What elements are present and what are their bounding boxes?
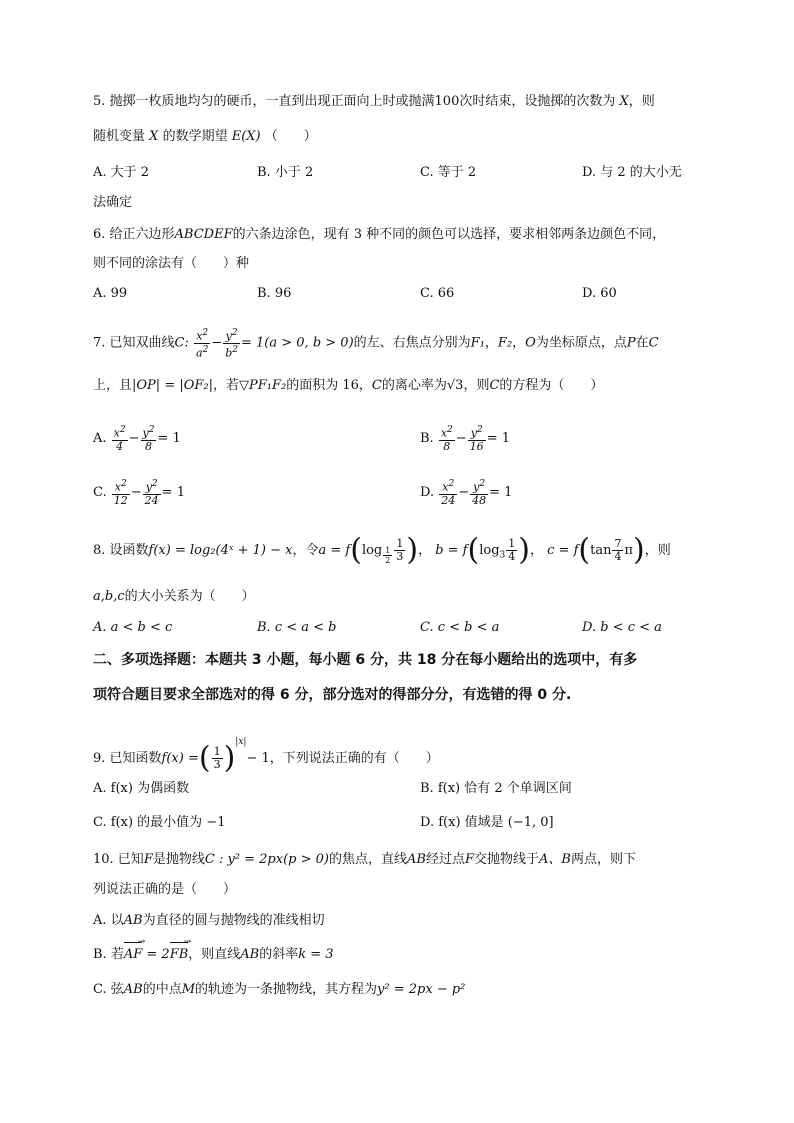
q9-text2: ，下列说法正确的有（ ） — [269, 751, 439, 766]
q8-text2: ，令 — [292, 543, 319, 558]
q9-text: 9. 已知函数 — [93, 751, 162, 766]
q10-optc-eq: y² = 2px − p² — [377, 982, 466, 997]
q7-text6: ，若 — [213, 378, 240, 393]
q8-abc: a,b,c — [93, 589, 125, 604]
q8-pi-den: 4 — [614, 550, 622, 563]
q7-line2 — [93, 376, 603, 396]
q7-option-c-b2: 24 — [144, 493, 159, 507]
q8-option-a: A. a < b < c — [93, 620, 173, 635]
q7-option-c: C. $\frac{x^2}{12}$ − $\frac{y^2}{24}$ = 1 — [93, 479, 185, 507]
q8-c-def: c = f — [547, 543, 579, 558]
q7-option-c-label: C. — [93, 484, 107, 500]
q7-text5: 上，且 — [93, 378, 133, 393]
q7-frac-y: $\frac{y^2}{b^2}$ — [225, 328, 239, 360]
q9-line1: 9. 已知函数f(x) =( $\frac{1}{3}$ )$^{|x|}$− 1，下列说法正确的有（ ） — [93, 737, 439, 776]
q10-focus2: F — [464, 852, 474, 867]
q7-curve4: C — [489, 378, 500, 393]
q9-option-c: C. f(x) 的最小值为 −1 — [93, 815, 226, 830]
q7-option-b-label: B. — [420, 430, 434, 446]
q7-option-b-b2: 16 — [469, 439, 484, 453]
q7-text3: 为坐标原点，点 — [535, 335, 627, 351]
q5-option-c: C. 等于 2 — [420, 165, 477, 180]
q10-line1 — [93, 850, 636, 870]
q7-option-d: D. $\frac{x^2}{24}$ − $\frac{y^2}{48}$ = 1 — [420, 479, 513, 507]
q7-text7: 的面积为 16， — [286, 378, 372, 393]
q7-text10: 的方程为（ ） — [499, 378, 604, 393]
q5-var-x: X — [619, 94, 629, 109]
q7-curve: C — [174, 335, 185, 351]
q10-optb-k: k = 3 — [298, 947, 334, 962]
q7-option-a-b2: 8 — [145, 439, 152, 453]
q10-optb-af: AF → — [124, 945, 142, 965]
q7-option-b: B. $\frac{x^2}{8}$ − $\frac{y^2}{16}$ = 1 — [420, 425, 510, 453]
q7-line1: 7. 已知双曲线C: $\frac{x^2}{a^2}$ − $\frac{y^2}{b^2}$ = 1(a > 0, b > 0)的左、右焦点分别为F₁，F₂，O为坐标原点，点P在C — [93, 328, 659, 360]
q5-text2: 随机变量 — [93, 129, 146, 144]
q10-optb-text: B. 若 — [93, 947, 124, 962]
q9-option-b: B. f(x) 恰有 2 个单调区间 — [420, 781, 572, 796]
q7-option-d-label: D. — [420, 484, 435, 500]
q5-expectation: E(X) — [231, 129, 261, 144]
q5-text: 5. 抛掷一枚质地均匀的硬币，一直到出现正面向上时或抛满100次时结束，设抛掷的次数为 — [93, 94, 616, 109]
q10-opta-ab: AB — [123, 913, 143, 928]
q6-option-a: A. 99 — [93, 286, 128, 301]
q8-text: 8. 设函数 — [93, 543, 149, 558]
section2-heading-line2: 项符合题目要求全部选对的得 6 分，部分选对的得部分分，有选错的得 0 分. — [93, 687, 572, 703]
q6-text-end: 的六条边涂色，现有 3 种不同的颜色可以选择，要求相邻两条边颜色不同， — [232, 227, 666, 242]
q6-option-c: C. 66 — [420, 286, 455, 301]
q10-optc-text: C. 弦 — [93, 982, 124, 997]
q6-option-b: B. 96 — [257, 286, 292, 301]
q10-line2: 列说法正确的是（ ） — [93, 882, 237, 897]
q10-optb-fb: FB → — [170, 945, 189, 965]
q10-ab: AB — [407, 852, 426, 867]
q7-option-d-a2: 24 — [441, 493, 456, 507]
q5-option-d: D. 与 2 的大小无 — [582, 165, 682, 180]
q7-text9: ，则 — [463, 378, 490, 393]
q7-triangle: ▽PF₁F₂ — [239, 378, 287, 393]
q10-text4: 经过点 — [425, 852, 465, 867]
q7-option-d-b2: 48 — [472, 493, 487, 507]
q9-minus-one: − 1 — [246, 751, 270, 766]
q10-text: 10. 已知 — [93, 852, 144, 867]
q8-pi-num: 7 — [614, 537, 622, 550]
q10-option-b — [93, 945, 334, 965]
q7-eccentricity: √3 — [446, 378, 464, 393]
q10-optb-ab: AB — [240, 947, 260, 962]
q8-option-d: D. b < c < a — [582, 620, 662, 635]
q8-line2 — [93, 587, 255, 607]
q10-opta-text: A. 以 — [93, 913, 124, 928]
q7-abs-eq: |OP| = |OF₂| — [132, 378, 213, 393]
q7-text4: 在 — [635, 335, 649, 351]
section2-heading-line1: 二、多项选择题：本题共 3 小题，每小题 6 分，共 18 分在每小题给出的选项中，有多 — [93, 652, 638, 668]
q10-text6: 两点，则下 — [570, 852, 636, 867]
q5-text-end: ，则 — [628, 94, 655, 109]
q7-condition: = 1(a > 0, b > 0) — [241, 335, 354, 351]
q10-optc-text3: 的轨迹为一条抛物线，其方程为 — [195, 982, 378, 997]
q10-option-c — [93, 980, 465, 1000]
q7-option-a: A. $\frac{x^2}{4}$ − $\frac{y^2}{8}$ = 1 — [93, 425, 181, 453]
q7-text: 7. 已知双曲线 — [93, 335, 175, 351]
q6-hexagon: ABCDEF — [174, 227, 233, 242]
q10-optc-ab: AB — [123, 982, 143, 997]
q10-optb-text3: 的斜率 — [259, 947, 299, 962]
q9-option-d: D. f(x) 值域是 (−1, 0] — [420, 815, 554, 830]
q7-curve2: C — [648, 335, 659, 351]
q7-origin: O — [525, 335, 536, 351]
q7-curve3: C — [371, 378, 382, 393]
q7-option-b-a2: 8 — [443, 439, 451, 453]
q5-option-a: A. 大于 2 — [93, 165, 150, 180]
q5-paren: （ ） — [264, 129, 317, 144]
q5-var-x2: X — [149, 129, 159, 144]
q10-option-a — [93, 911, 325, 931]
q5-option-b: B. 小于 2 — [257, 165, 314, 180]
q8-option-c: C. c < b < a — [420, 620, 500, 635]
q6-line2: 则不同的涂法有（ ）种 — [93, 256, 250, 271]
q5-line2 — [93, 127, 317, 147]
q8-a-def: a = f — [318, 543, 351, 558]
q10-text2: 是抛物线 — [152, 852, 205, 867]
q8-text4: 的大小关系为（ ） — [124, 589, 255, 604]
q6-option-d: D. 60 — [582, 286, 617, 301]
q6-text: 6. 给正六边形 — [93, 227, 175, 242]
q6-line1 — [93, 225, 665, 245]
q10-opta-text2: 为直径的圆与抛物线的准线相切 — [142, 913, 325, 928]
q10-ab2: A、B — [539, 852, 571, 867]
q5-line1 — [93, 92, 655, 112]
q7-text8: 的离心率为 — [381, 378, 447, 393]
q10-focus: F — [143, 852, 153, 867]
q7-f2: F₂ — [497, 335, 513, 351]
q10-optc-m: M — [181, 982, 196, 997]
q9-option-a: A. f(x) 为偶函数 — [93, 781, 190, 796]
q9-exponent: |x| — [235, 737, 247, 747]
q7-option-a-label: A. — [93, 430, 107, 446]
q8-line1: 8. 设函数f(x) = log₂(4ˣ + 1) − x，令a = f(log $_{\frac{1}{2}}$ $\frac{1}{3}$ )， $b = f(\log_3$ $\frac{1}{4}$ )， c = f(tan $\frac{7}{4}$ π)，则 — [93, 532, 671, 568]
q10-optb-text2: ，则直线 — [188, 947, 241, 962]
q7-frac-x: $\frac{x^2}{a^2}$ — [196, 328, 209, 360]
q5-text3: 的数学期望 — [162, 129, 228, 144]
q10-parabola: C : y² = 2px(p > 0) — [204, 852, 329, 867]
q7-f1: F₁ — [470, 335, 485, 351]
q10-text5: 交抛物线于 — [474, 852, 540, 867]
q10-text3: 的焦点，直线 — [328, 852, 407, 867]
q7-text2: 的左、右焦点分别为 — [353, 335, 471, 351]
q10-optc-text2: 的中点 — [142, 982, 182, 997]
q8-function: f(x) = log₂(4ˣ + 1) − x — [148, 543, 293, 558]
q8-text3: ，则 — [644, 543, 671, 558]
q9-function: f(x) = — [161, 751, 199, 766]
q7-option-c-a2: 12 — [113, 493, 128, 507]
q7-point-p: P — [626, 335, 636, 351]
q7-option-a-a2: 4 — [116, 439, 124, 453]
q10-optb-eq: = 2 — [146, 947, 170, 962]
q8-option-b: B. c < a < b — [257, 620, 337, 635]
q5-option-d-wrap: 法确定 — [93, 195, 133, 210]
q8-b-def: b = f — [435, 543, 468, 558]
q8-tan: tan — [590, 543, 612, 558]
